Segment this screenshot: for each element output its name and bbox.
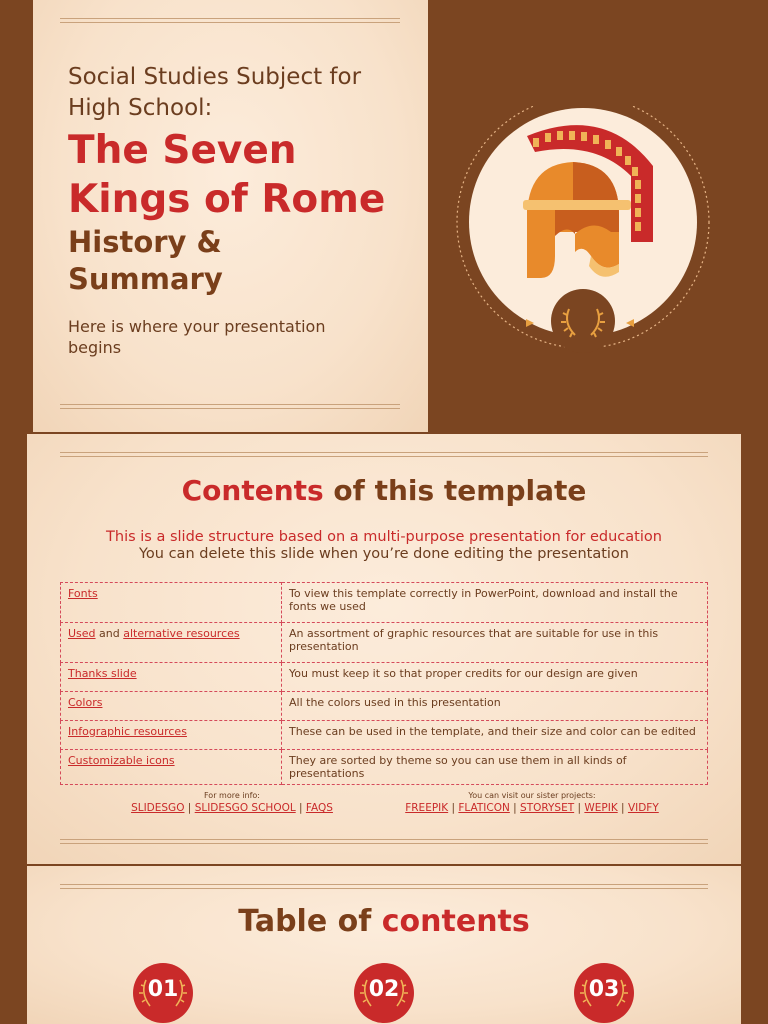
- faqs-link[interactable]: FAQS: [305, 802, 333, 814]
- table-cell-desc: All the colors used in this presentation: [282, 692, 708, 721]
- intro-line-red: This is a slide structure based on a multi-purpose presentation for education: [106, 529, 662, 545]
- table-cell-desc: These can be used in the template, and their size and color can be edited: [282, 721, 708, 750]
- slide-heading: [27, 474, 741, 507]
- bottom-rule: [60, 839, 708, 844]
- badge-number: 03: [588, 977, 620, 1002]
- section-badge-02[interactable]: [353, 962, 415, 1024]
- arrow-right-decoration: [620, 314, 640, 326]
- slide-heading: [27, 904, 741, 939]
- slidesgo-school-link[interactable]: SLIDESGO SCHOOL: [194, 802, 296, 814]
- table-row: [61, 721, 708, 750]
- table-cell-desc: To view this template correctly in PowerPoint, download and install the fonts we used: [282, 583, 708, 623]
- table-cell-desc: An assortment of graphic resources that are suitable for use in this presentation: [282, 623, 708, 663]
- table-row: [61, 583, 708, 623]
- intro-line-brown: You can delete this slide when you’re done editing the presentation: [138, 546, 629, 562]
- table-row: [61, 663, 708, 692]
- vidfy-link[interactable]: VIDFY: [627, 802, 659, 814]
- table-row: [61, 623, 708, 663]
- top-rule: [60, 18, 400, 23]
- table-row: [61, 692, 708, 721]
- contents-table: [60, 582, 708, 785]
- heading-brown-part: Table of: [238, 904, 372, 939]
- used-link[interactable]: Used: [68, 627, 96, 640]
- top-rule: [60, 884, 708, 889]
- and-text: and: [99, 627, 120, 640]
- colors-link[interactable]: Colors: [68, 696, 103, 709]
- table-cell-desc: They are sorted by theme so you can use them in all kinds of presentations: [282, 750, 708, 785]
- heading-red-part: contents: [381, 904, 530, 939]
- thanks-slide-link[interactable]: Thanks slide: [68, 667, 137, 680]
- section-badge-01[interactable]: [132, 962, 194, 1024]
- slidesgo-link[interactable]: SLIDESGO: [131, 802, 185, 814]
- more-info-label: For more info:: [203, 791, 260, 800]
- flaticon-link[interactable]: FLATICON: [458, 802, 510, 814]
- more-info-links: For more info: SLIDESGO | SLIDESGO SCHOOL | FAQS: [117, 789, 347, 815]
- heading-rest-part: of this template: [333, 474, 587, 507]
- storyset-link[interactable]: STORYSET: [520, 802, 575, 814]
- table-cell-desc: You must keep it so that proper credits for our design are given: [282, 663, 708, 692]
- sister-label: You can visit our sister projects:: [468, 791, 596, 800]
- contents-template-slide: [27, 434, 741, 864]
- heading-red-part: Contents: [181, 474, 324, 507]
- alternative-resources-link[interactable]: alternative resources: [123, 627, 240, 640]
- slide-description: Here is where your presentation begins: [68, 317, 326, 357]
- top-rule: [60, 452, 708, 457]
- table-of-contents-slide: [27, 866, 741, 1024]
- laurel-medallion: [549, 287, 617, 355]
- slide-subtitle: Social Studies Subject for High School:: [68, 64, 362, 121]
- infographic-resources-link[interactable]: Infographic resources: [68, 725, 187, 738]
- arrow-left-decoration: [524, 314, 544, 326]
- wepik-link[interactable]: WEPIK: [584, 802, 618, 814]
- fonts-link[interactable]: Fonts: [68, 587, 98, 600]
- sister-project-links: You can visit our sister projects: FREEPIK | FLATICON | STORYSET | WEPIK | VIDFY: [392, 789, 672, 815]
- slide-title-secondary: History & Summary: [68, 225, 223, 296]
- customizable-icons-link[interactable]: Customizable icons: [68, 754, 175, 767]
- slide-title: The Seven Kings of Rome: [68, 128, 386, 222]
- title-slide: [33, 0, 428, 432]
- freepik-link[interactable]: FREEPIK: [405, 802, 449, 814]
- badge-number: 02: [368, 977, 400, 1002]
- section-badge-03[interactable]: [573, 962, 635, 1024]
- badge-number: 01: [147, 977, 179, 1002]
- table-row: [61, 750, 708, 785]
- bottom-rule: [60, 404, 400, 409]
